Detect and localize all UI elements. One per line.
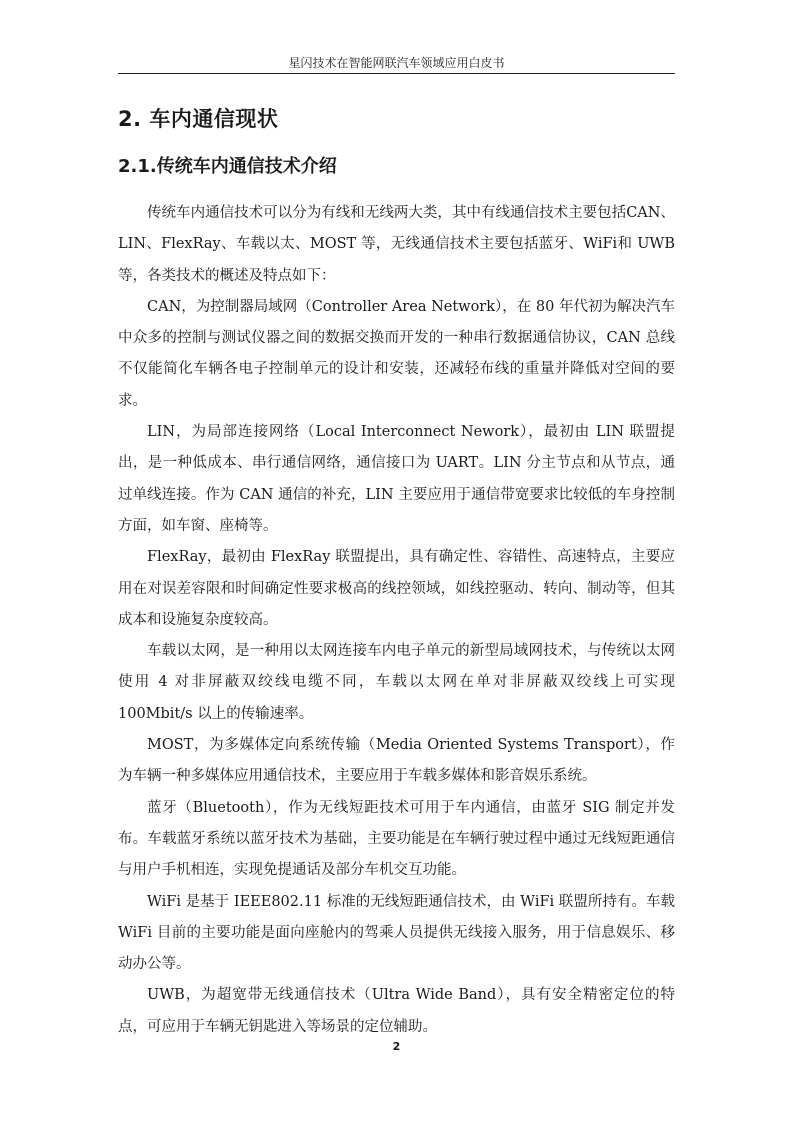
page-number: 2 — [392, 1040, 401, 1053]
paragraph-intro: 传统车内通信技术可以分为有线和无线两大类，其中有线通信技术主要包括CAN、LIN、FlexRay、车载以太、MOST 等，无线通信技术主要包括蓝牙、WiFi和 UWB 等，各类技术的概述及特点如下： — [118, 205, 675, 284]
paragraph-lin: LIN，为局部连接网络（Local Interconnect Nework），最初由 LIN 联盟提出，是一种低成本、串行通信网络，通信接口为 UART。LIN 分主节点和从节点，通过单线连接。作为 CAN 通信的补充，LIN 主要应用于通信带宽要求比较低的车身控制方面，如车窗、座椅等。 — [118, 424, 675, 534]
paragraph-most: MOST，为多媒体定向系统传输（Media Oriented Systems Transport），作为车辆一种多媒体应用通信技术，主要应用于车载多媒体和影音娱乐系统。 — [118, 737, 675, 785]
section-heading: 2. 车内通信现状 — [118, 107, 279, 131]
subsection-heading: 2.1.传统车内通信技术介绍 — [118, 156, 337, 177]
paragraph-can: CAN，为控制器局域网（Controller Area Network），在 80 年代初为解决汽车中众多的控制与测试仪器之间的数据交换而开发的一种串行数据通信协议，CAN 总线不仅能简化车辆各电子控制单元的设计和安装，还减轻布线的重量并降低对空间的要求。 — [118, 298, 675, 409]
body-text — [118, 198, 675, 1043]
paragraph-flexray: FlexRay，最初由 FlexRay 联盟提出，具有确定性、容错性、高速特点，主要应用在对误差容限和时间确定性要求极高的线控领域，如线控驱动、转向、制动等，但其成本和设施复杂度较高。 — [118, 549, 675, 628]
running-header: 星闪技术在智能网联汽车领域应用白皮书 — [288, 56, 505, 70]
paragraph-wifi: WiFi 是基于 IEEE802.11 标准的无线短距通信技术，由 WiFi 联盟所持有。车载 WiFi 目前的主要功能是面向座舱内的驾乘人员提供无线接入服务，用于信息娱乐、移动办公等。 — [118, 893, 675, 973]
paragraph-ethernet: 车载以太网，是一种用以太网连接车内电子单元的新型局域网技术，与传统以太网使用 4 对非屏蔽双绞线电缆不同，车载以太网在单对非屏蔽双绞线上可实现 100Mbit/s 以上的传输速率。 — [118, 643, 675, 722]
paragraph-uwb: UWB，为超宽带无线通信技术（Ultra Wide Band），具有安全精密定位的特点，可应用于车辆无钥匙进入等场景的定位辅助。 — [118, 987, 675, 1035]
paragraph-bluetooth: 蓝牙（Bluetooth），作为无线短距技术可用于车内通信，由蓝牙 SIG 制定并发布。车载蓝牙系统以蓝牙技术为基础，主要功能是在车辆行驶过程中通过无线短距通信与用户手机相连，实现免提通话及部分车机交互功能。 — [118, 799, 675, 879]
header-divider — [118, 73, 675, 74]
